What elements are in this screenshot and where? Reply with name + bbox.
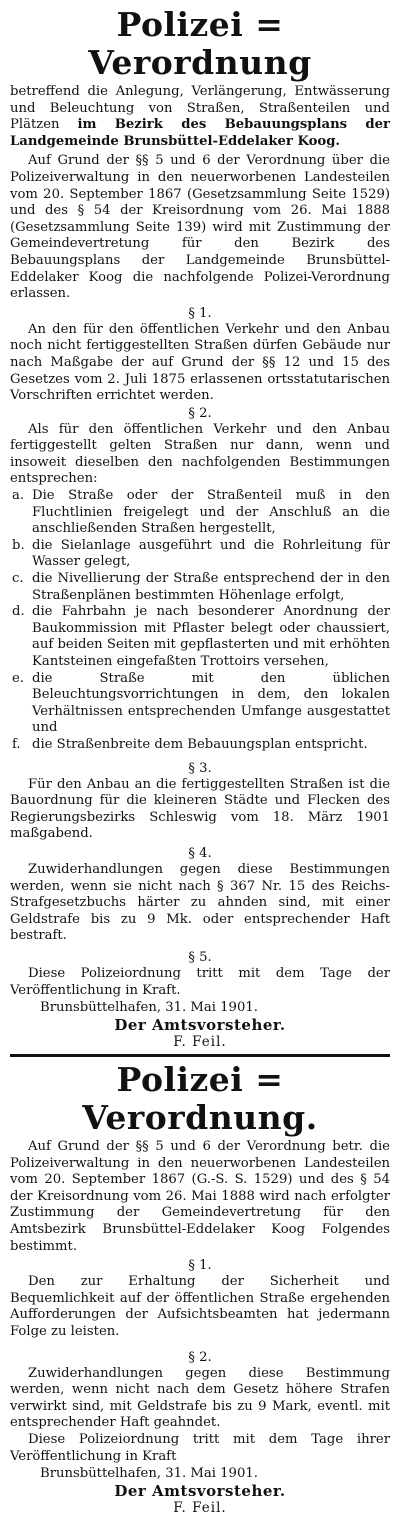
- ordinance-2-preamble: Auf Grund der §§ 5 und 6 der Verordnung betr. die Polizeiverwaltung in den neuerworbenen Landesteilen vom 20. September 1867 (G.-S. S. 1529) und des § 54 der Kreisordnung vom 26. Mai 1888 wird nach erfolgter Zustimmung der Gemeindevertretung für den Amtsbezirk Brunsbüttel-Eddelaker Koog Folgendes bestimmt.: [10, 1139, 390, 1254]
- ordinance-2-par-2-text: Zuwiderhandlungen gegen diese Bestimmung werden, wenn nicht nach dem Gesetz höhere Strafen verwirkt sind, mit Geldstrafe bis zu 9 Mark, eventl. mit entsprechender Haft geahndet.: [10, 1365, 390, 1431]
- ordinance-2-date-line: Brunsbüttelhafen, 31. Mai 1901.: [40, 1466, 258, 1482]
- condition-text: die Straßenbreite dem Bebauungsplan entspricht.: [32, 736, 368, 752]
- ordinance-1-subject: [10, 84, 390, 150]
- ordinance-1-par-3-text: Für den Anbau an die fertiggestellten Straßen ist die Bauordnung für die kleineren Städte und Flecken des Regierungsbezirks Schleswig vom 18. März 1901 maßgabend.: [10, 776, 390, 842]
- ordinance-1-conditions-list: [10, 488, 390, 754]
- condition-item: [10, 488, 390, 538]
- ordinance-1-par-5-text: Diese Polizeiordnung tritt mit dem Tage der Veröffentlichung in Kraft.: [10, 965, 390, 998]
- ordinance-2-par-2-heading: § 2.: [188, 1349, 212, 1365]
- ordinance-2-closing: Diese Polizeiordnung tritt mit dem Tage ihrer Veröffentlichung in Kraft: [10, 1432, 390, 1464]
- condition-item: [10, 737, 390, 754]
- ordinance-1-signer-name: F. Feil.: [173, 1034, 227, 1051]
- condition-text: Die Straße oder der Straßenteil muß in den Fluchtlinien freigelegt und der Anschluß an die anschließenden Straßen hergestellt,: [32, 488, 390, 537]
- ordinance-1-par-1-text: An den für den öffentlichen Verkehr und den Anbau noch nicht fertiggestellten Straßen dürfen Gebäude nur nach Maßgabe der auf Grund der §§ 12 und 15 des Gesetzes vom 2. Juli 1875 erlassenen ortsstatutarischen Vorschriften errichtet werden.: [10, 321, 390, 404]
- ordinance-2-title: Polizei = Verordnung.: [82, 1060, 318, 1138]
- condition-letter: a.: [12, 488, 25, 504]
- ordinance-1-par-5-heading: § 5.: [188, 949, 212, 965]
- condition-letter: e.: [12, 670, 24, 686]
- ordinance-1-date-line: Brunsbüttelhafen, 31. Mai 1901.: [40, 1000, 258, 1016]
- ordinance-1-par-1-heading: § 1.: [188, 305, 212, 321]
- ordinance-1-subject-bold: im Bezirk des Bebauungsplans der Landgemeinde Brunsbüttel-Eddelaker Koog.: [10, 117, 390, 149]
- ordinance-2-signer-name: F. Feil.: [173, 1500, 227, 1516]
- condition-item: [10, 571, 390, 604]
- condition-item: [10, 604, 390, 670]
- ordinance-1-par-4-text: Zuwiderhandlungen gegen diese Bestimmungen werden, wenn sie nicht nach § 367 Nr. 15 des Reichs-Strafgesetzbuchs härter zu ahnden sind, mit einer Geldstrafe bis zu 9 Mk. oder entsprechender Haft bestraft.: [10, 861, 390, 944]
- ordinance-1-par-2-heading: § 2.: [188, 405, 212, 421]
- condition-item: [10, 671, 390, 737]
- condition-letter: f.: [12, 736, 21, 752]
- ordinance-2-par-1-text: Den zur Erhaltung der Sicherheit und Bequemlichkeit auf der öffentlichen Straße ergehenden Aufforderungen der Aufsichtsbeamten hat jedermann Folge zu leisten.: [10, 1274, 390, 1340]
- ordinance-1-subject-text: betreffend die Anlegung, Verlängerung, Entwässerung und Beleuchtung von Straßen, Straßenteilen und Plätzen: [10, 84, 390, 133]
- ordinance-2-par-1-heading: § 1.: [188, 1258, 212, 1274]
- condition-letter: b.: [12, 537, 25, 553]
- ordinance-1: [10, 6, 390, 1050]
- condition-letter: c.: [12, 571, 24, 587]
- section-divider: [10, 1054, 390, 1057]
- condition-text: die Straße mit den üblichen Beleuchtungsvorrichtungen in dem, den lokalen Verhältnissen entsprechenden Umfange ausgestattet und: [32, 670, 390, 736]
- ordinance-2: [10, 1061, 390, 1516]
- ordinance-1-par-4-heading: § 4.: [188, 845, 212, 861]
- ordinance-1-preamble: Auf Grund der §§ 5 und 6 der Verordnung über die Polizeiverwaltung in den neuerworbenen Landesteilen vom 20. September 1867 (Gesetzsammlung Seite 1529) und des § 54 der Kreisordnung vom 26. Mai 1888 (Gesetzsammlung Seite 139) wird mit Zustimmung der Gemeindevertretung für den Bezirk des Bebauungsplans der Landgemeinde Brunsbüttel-Eddelaker Koog die nachfolgende Polizei-Verordnung erlassen.: [10, 153, 390, 302]
- ordinance-1-signer-title: Der Amtsvorsteher.: [114, 1016, 286, 1035]
- ordinance-1-title: Polizei = Verordnung: [88, 5, 312, 82]
- ordinance-1-par-3-heading: § 3.: [188, 760, 212, 776]
- condition-text: die Nivellierung der Straße entsprechend der in den Straßenplänen bestimmten Höhenlage erfolgt,: [32, 571, 390, 603]
- condition-letter: d.: [12, 604, 25, 620]
- ordinance-2-signer-title: Der Amtsvorsteher.: [114, 1482, 286, 1501]
- ordinance-1-par-2-intro: Als für den öffentlichen Verkehr und den Anbau fertiggestellt gelten Straßen nur dann, wenn und insoweit dieselben den nachfolgenden Bestimmungen entsprechen:: [10, 421, 390, 487]
- condition-item: [10, 538, 390, 571]
- condition-text: die Fahrbahn je nach besonderer Anordnung der Baukommission mit Pflaster belegt oder chaussiert, auf beiden Seiten mit gepflasterten und mit erhöhten Kantsteinen eingefaßten Trottoirs versehen,: [32, 604, 390, 669]
- condition-text: die Sielanlage ausgeführt und die Rohrleitung für Wasser gelegt,: [32, 537, 390, 570]
